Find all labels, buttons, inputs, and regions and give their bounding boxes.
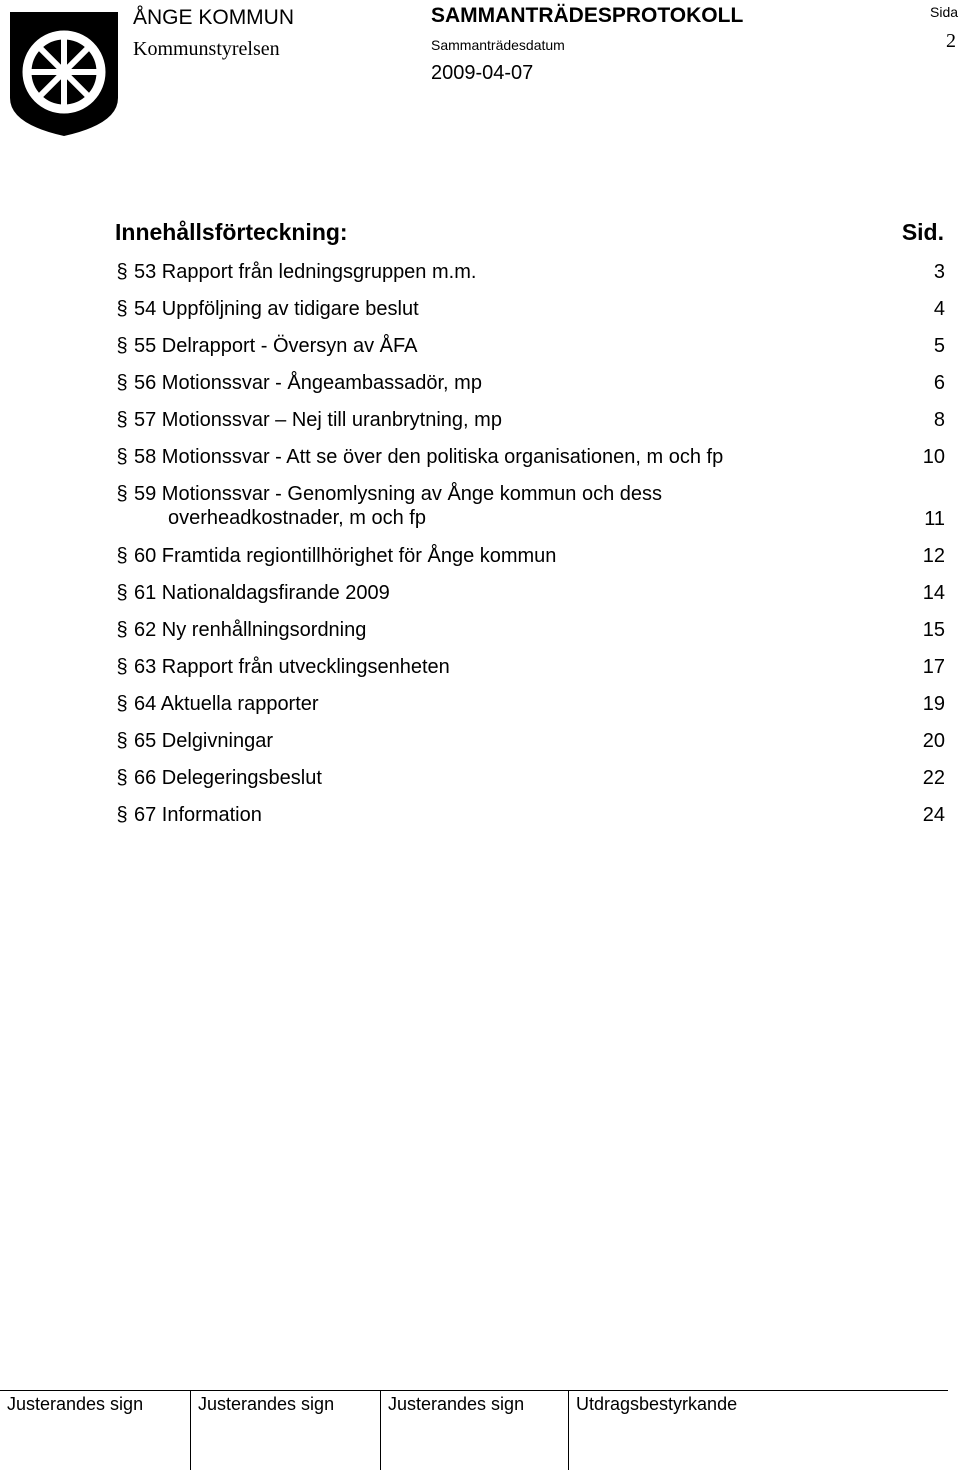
footer-cell-signature-1: [0, 1391, 190, 1470]
toc-item-title-line: 55 Delrapport - Översyn av ÅFA: [134, 335, 418, 357]
section-symbol: §: [116, 767, 128, 789]
toc-item-title-line: 58 Motionssvar - Att se över den politiska organisationen, m och fp: [134, 446, 724, 468]
toc-item: [115, 618, 945, 655]
toc-item-title-line: 65 Delgivningar: [134, 730, 273, 752]
toc-item-page: 6: [933, 372, 945, 394]
toc-item-title-continuation: overheadkostnader, m och fp: [168, 507, 426, 529]
section-symbol: §: [116, 656, 128, 678]
toc-heading: Innehållsförteckning:: [115, 219, 348, 245]
footer-cell-label: Justerandes sign: [7, 1394, 144, 1414]
signature-footer: [0, 1390, 948, 1470]
toc-item: [115, 581, 945, 618]
toc-item-page: 4: [933, 298, 945, 320]
toc-item-title: [134, 729, 834, 753]
toc-item-title: [134, 260, 834, 284]
toc-item-title-line: 54 Uppföljning av tidigare beslut: [134, 298, 419, 320]
section-symbol: §: [116, 483, 128, 505]
toc-item: [115, 544, 945, 581]
section-symbol: §: [116, 446, 128, 468]
toc-item-title: [134, 803, 834, 827]
section-symbol: §: [116, 693, 128, 715]
meeting-date-value: 2009-04-07: [431, 62, 534, 84]
toc-item-page: 8: [933, 409, 945, 431]
toc-item-page: 11: [924, 508, 945, 530]
toc-item: [115, 655, 945, 692]
toc-item-title-line: 61 Nationaldagsfirande 2009: [134, 582, 390, 604]
toc-item-title-line: 64 Aktuella rapporter: [134, 693, 319, 715]
toc-item-page: 10: [922, 446, 945, 468]
toc-item: [115, 766, 945, 803]
toc-item-title: [134, 692, 834, 716]
section-symbol: §: [116, 804, 128, 826]
toc-item: [115, 692, 945, 729]
toc-item: [115, 260, 945, 297]
section-symbol: §: [116, 298, 128, 320]
page-label: Sida: [930, 4, 959, 20]
meeting-date-label: Sammanträdesdatum: [431, 37, 565, 53]
toc-item-title: [134, 482, 834, 530]
toc-item-page: 14: [922, 582, 945, 604]
toc-item-page: 17: [922, 656, 945, 678]
section-symbol: §: [116, 409, 128, 431]
toc-item-title: [134, 334, 834, 358]
toc-item-title-line: 60 Framtida regiontillhörighet för Ånge kommun: [134, 545, 557, 567]
toc-item-title-line: 66 Delegeringsbeslut: [134, 767, 322, 789]
toc-item-page: 20: [922, 730, 945, 752]
section-symbol: §: [116, 619, 128, 641]
footer-cell-certification: [568, 1391, 949, 1470]
footer-cell-signature-2: [190, 1391, 381, 1470]
toc-item-title: [134, 581, 834, 605]
toc-item-title: [134, 445, 834, 469]
section-symbol: §: [116, 582, 128, 604]
toc-item-title: [134, 766, 834, 790]
footer-cell-label: Justerandes sign: [198, 1394, 335, 1414]
toc-item-title: [134, 618, 834, 642]
toc-item-title-line: 62 Ny renhållningsordning: [134, 619, 367, 641]
toc-item-title-line: 53 Rapport från ledningsgruppen m.m.: [134, 261, 477, 283]
toc-item: [115, 482, 945, 544]
org-name: ÅNGE KOMMUN: [133, 6, 295, 29]
section-symbol: §: [116, 372, 128, 394]
footer-cell-signature-3: [380, 1391, 569, 1470]
toc-item-page: 15: [922, 619, 945, 641]
section-symbol: §: [116, 261, 128, 283]
footer-cell-label: Justerandes sign: [388, 1394, 525, 1414]
toc-item-title-line: 59 Motionssvar - Genomlysning av Ånge kommun och dess: [134, 483, 663, 505]
toc-item-title-line: 67 Information: [134, 804, 262, 826]
toc-item: [115, 445, 945, 482]
toc-item: [115, 408, 945, 445]
org-department: Kommunstyrelsen: [133, 38, 280, 60]
toc-item-page: 5: [933, 335, 945, 357]
footer-cell-label: Utdragsbestyrkande: [576, 1394, 738, 1414]
section-symbol: §: [116, 730, 128, 752]
toc-item: [115, 803, 945, 840]
toc-item-page: 12: [922, 545, 945, 567]
toc-item: [115, 729, 945, 766]
toc-item-title: [134, 408, 834, 432]
toc-item: [115, 371, 945, 408]
toc-item-title: [134, 297, 834, 321]
toc-item-page: 22: [922, 767, 945, 789]
section-symbol: §: [116, 335, 128, 357]
toc-item-title-line: 56 Motionssvar - Ångeambassadör, mp: [134, 372, 482, 394]
toc-item-title-line: 63 Rapport från utvecklingsenheten: [134, 656, 450, 678]
toc-item-title: [134, 544, 834, 568]
toc-page-heading: Sid.: [901, 219, 944, 245]
page-number: 2: [946, 30, 956, 52]
toc-item-title: [134, 655, 834, 679]
municipal-wheel-crest-icon: [6, 6, 122, 138]
section-symbol: §: [116, 545, 128, 567]
table-of-contents: [115, 260, 945, 840]
toc-item: [115, 334, 945, 371]
document-title: SAMMANTRÄDESPROTOKOLL: [431, 4, 744, 27]
toc-item-page: 24: [922, 804, 945, 826]
toc-item-title-line: 57 Motionssvar – Nej till uranbrytning, mp: [134, 409, 502, 431]
toc-item: [115, 297, 945, 334]
toc-item-page: 19: [922, 693, 945, 715]
toc-item-page: 3: [933, 261, 945, 283]
toc-item-title: [134, 371, 834, 395]
